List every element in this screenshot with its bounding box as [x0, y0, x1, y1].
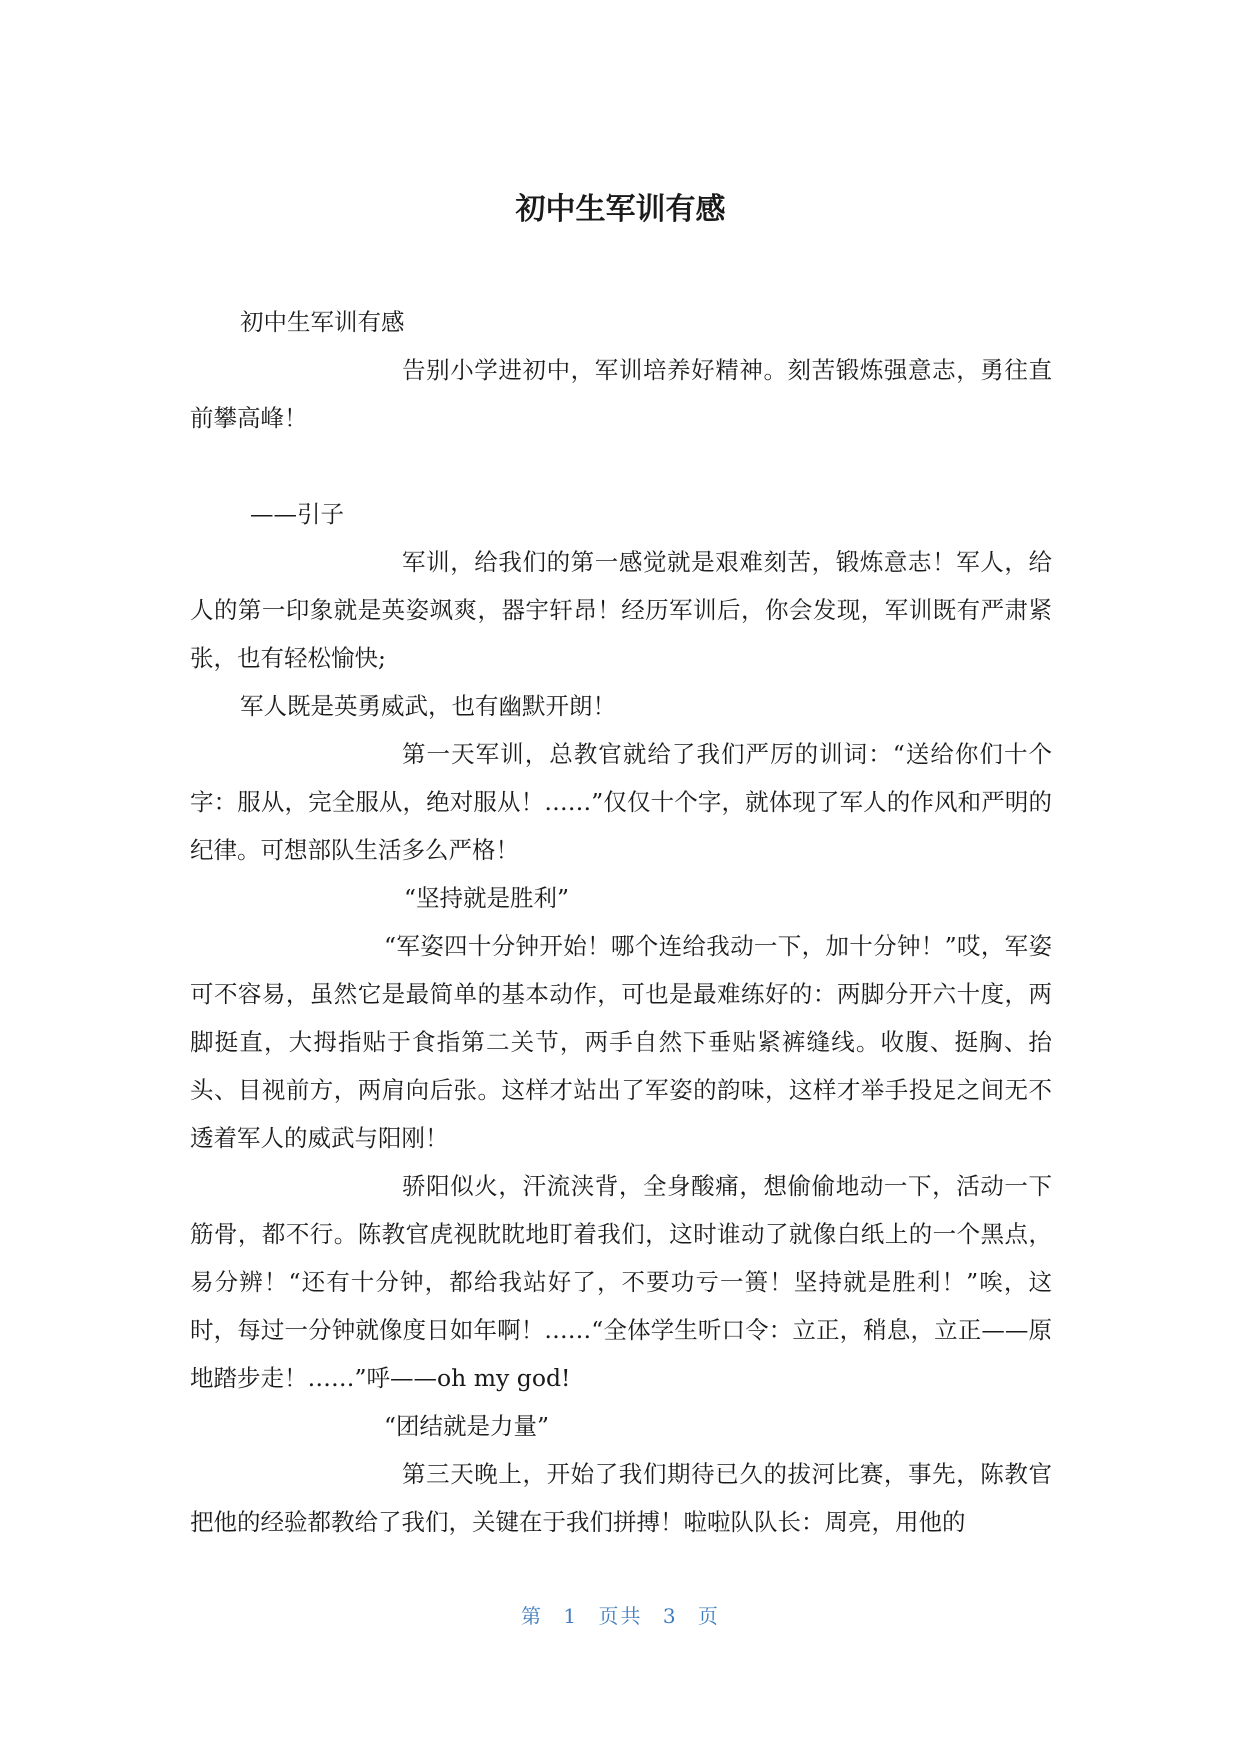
paragraph-intro: 军训，给我们的第一感觉就是艰难刻苦，锻炼意志！军人，给人的第一印象就是英姿飒爽，器宇轩昂！经历军训后，你会发现，军训既有严肃紧张，也有轻松愉快;	[190, 548, 1052, 672]
document-body	[190, 298, 1052, 1546]
paragraph-posture: “军姿四十分钟开始！哪个连给我动一下，加十分钟！”哎，军姿可不容易，虽然它是最简单的基本动作，可也是最难练好的：两脚分开六十度，两脚挺直，大拇指贴于食指第二关节，两手自然下垂贴紧裤缝线。收腹、挺胸、抬头、目视前方，两肩向后张。这样才站出了军姿的韵味，这样才举手投足之间无不透着军人的威武与阳刚！	[190, 932, 1052, 1152]
paragraph-subtitle: 初中生军训有感	[240, 308, 405, 336]
paragraph-epigraph-source: ——引子	[250, 500, 344, 528]
paragraph-tug-of-war: 第三天晚上，开始了我们期待已久的拔河比赛，事先，陈教官把他的经验都教给了我们，关键在于我们拼搏！啦啦队队长：周亮，用他的	[190, 1460, 1052, 1536]
page-footer: 第 1 页共 3 页	[521, 1604, 720, 1628]
paragraph-first-day: 第一天军训，总教官就给了我们严厉的训词：“送给你们十个字：服从，完全服从，绝对服从！……”仅仅十个字，就体现了军人的作风和严明的纪律。可想部队生活多么严格！	[190, 740, 1052, 864]
section-heading-persistence: “坚持就是胜利”	[404, 884, 570, 912]
section-heading-unity: “团结就是力量”	[384, 1412, 550, 1440]
blank-line	[190, 442, 1052, 490]
paragraph-poem: 告别小学进初中，军训培养好精神。刻苦锻炼强意志，勇往直前攀高峰！	[190, 356, 1052, 432]
paragraph-soldiers: 军人既是英勇威武，也有幽默开朗！	[240, 692, 616, 720]
page-title: 初中生军训有感	[515, 192, 726, 227]
paragraph-sun: 骄阳似火，汗流浃背，全身酸痛，想偷偷地动一下，活动一下筋骨，都不行。陈教官虎视眈眈地盯着我们，这时谁动了就像白纸上的一个黑点，易分辨！“还有十分钟，都给我站好了，不要功亏一篑！坚持就是胜利！”唉，这时，每过一分钟就像度日如年啊！……“全体学生听口令：立正，稍息，立正——原地踏步走！……”呼——oh my god!	[190, 1172, 1052, 1392]
